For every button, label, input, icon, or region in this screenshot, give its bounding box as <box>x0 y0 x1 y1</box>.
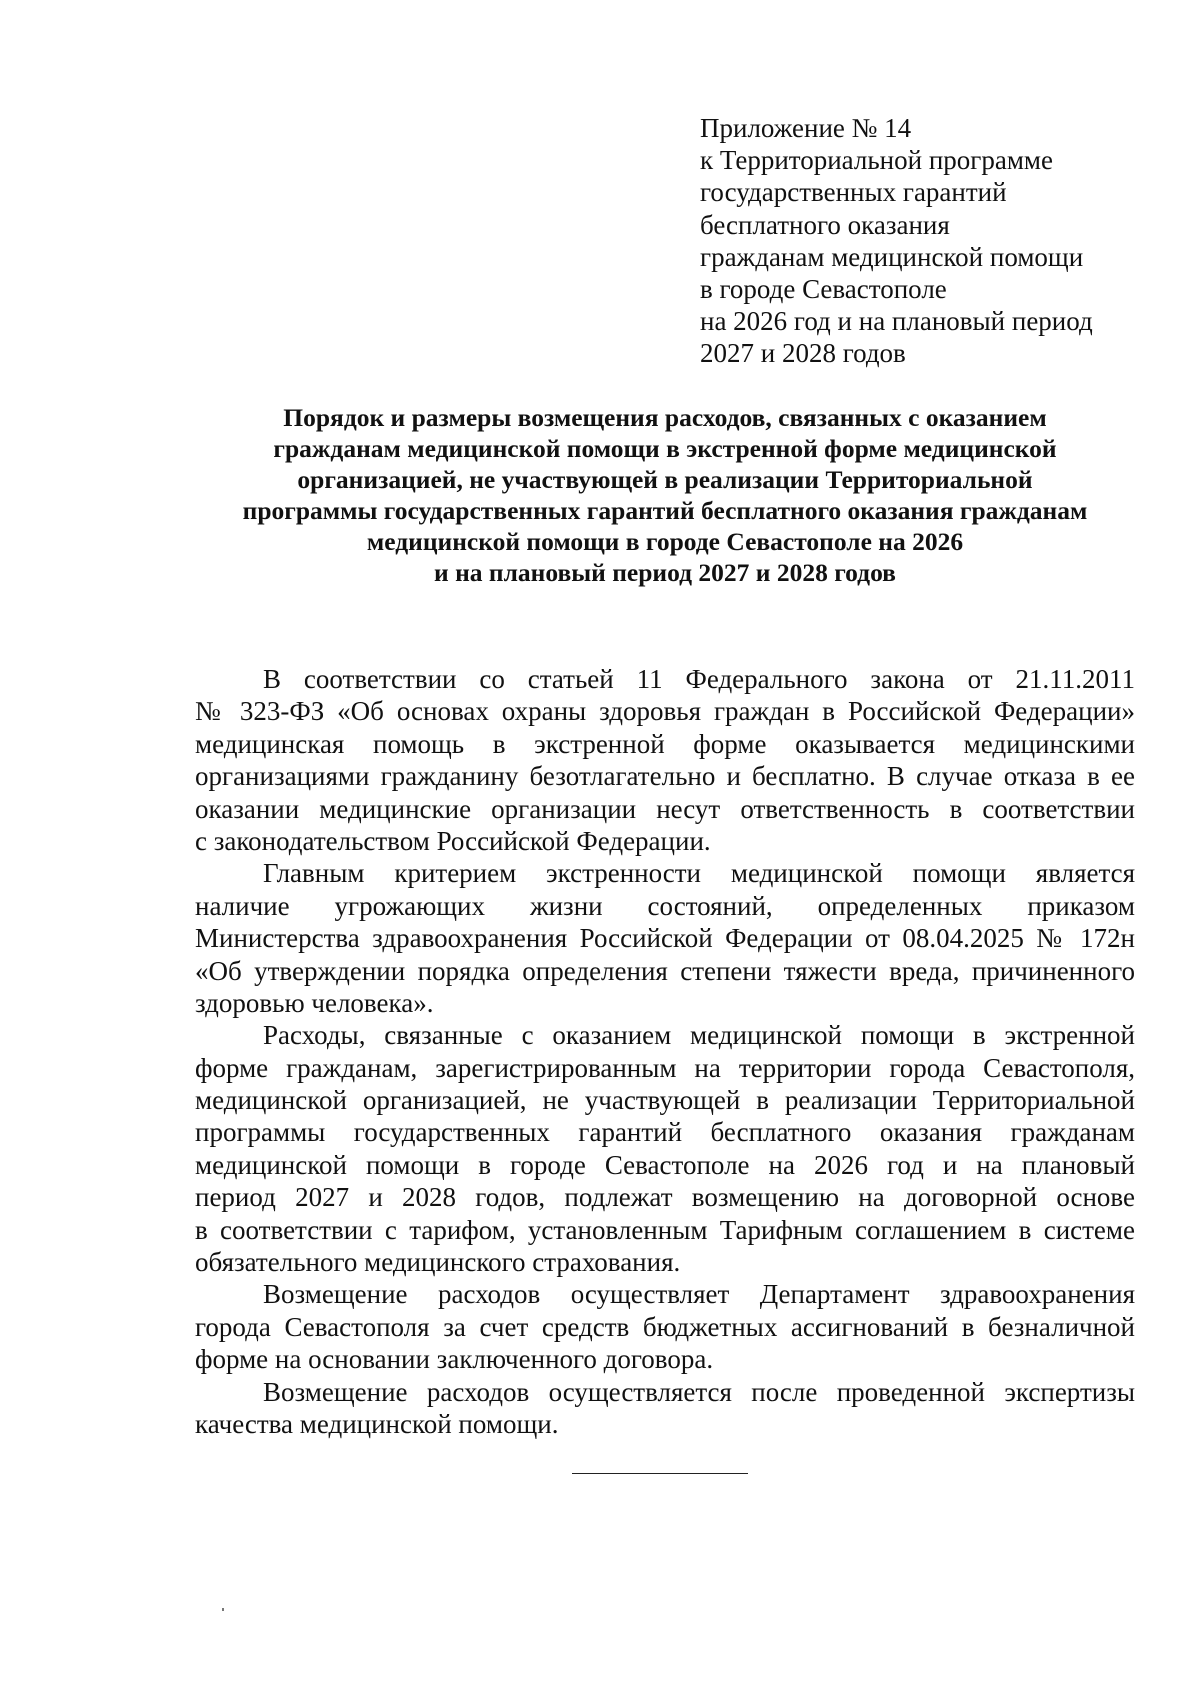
body-line: с законодательством Российской Федерации. <box>195 825 711 856</box>
document-title <box>185 402 1145 588</box>
appendix-line: Приложение № 14 <box>700 113 912 143</box>
body-line: наличие угрожающих жизни состояний, определенных приказом <box>195 890 1135 921</box>
body-line: Главным критерием экстренности медицинской помощи является <box>263 858 1135 889</box>
paragraph-legal-basis <box>195 663 1135 857</box>
appendix-line: 2027 и 2028 годов <box>700 338 906 369</box>
title-line: программы государственных гарантий бесплатного оказания гражданам <box>242 496 1088 525</box>
body-line: Возмещение расходов осуществляет Департамент здравоохранения <box>263 1279 1135 1310</box>
body-line: медицинская помощь в экстренной форме оказывается медицинскими <box>195 728 1135 759</box>
body-line: форме гражданам, зарегистрированным на территории города Севастополя, <box>195 1052 1135 1083</box>
body-line: В соответствии со статьей 11 Федерального закона от 21.11.2011 <box>263 664 1135 694</box>
body-line: медицинской помощи в городе Севастополе на 2026 год и на плановый <box>195 1149 1135 1180</box>
appendix-line: бесплатного оказания <box>700 209 950 240</box>
appendix-line: в городе Севастополе <box>700 274 947 305</box>
body-line: период 2027 и 2028 годов, подлежат возмещению на договорной основе <box>195 1182 1135 1213</box>
body-line: № 323-ФЗ «Об основах охраны здоровья граждан в Российской Федерации» <box>195 696 1135 727</box>
body-line: города Севастополя за счет средств бюджетных ассигнований в безналичной <box>195 1311 1135 1342</box>
body-line: в соответствии с тарифом, установленным Тарифным соглашением в системе <box>195 1214 1135 1245</box>
scan-speck <box>222 1608 224 1611</box>
title-line: Порядок и размеры возмещения расходов, связанных с оказанием <box>283 403 1047 432</box>
appendix-line: государственных гарантий <box>700 177 1007 208</box>
title-line: организацией, не участвующей в реализации Территориальной <box>297 465 1033 494</box>
appendix-line: на 2026 год и на плановый период <box>700 306 1093 337</box>
paragraph-expense-reimbursement <box>195 1019 1135 1278</box>
appendix-line: к Территориальной программе <box>700 145 1053 176</box>
body-line: форме на основании заключенного договора. <box>195 1344 714 1375</box>
appendix-header <box>700 112 1160 370</box>
body-line: программы государственных гарантий бесплатного оказания гражданам <box>195 1117 1135 1148</box>
body-line: обязательного медицинского страхования. <box>195 1247 681 1278</box>
document-body <box>195 663 1135 1440</box>
paragraph-quality-expertise <box>195 1376 1135 1441</box>
paragraph-emergency-criterion <box>195 857 1135 1019</box>
end-of-document-rule <box>572 1473 748 1474</box>
paragraph-department-payment <box>195 1278 1135 1375</box>
appendix-line: гражданам медицинской помощи <box>700 241 1084 272</box>
body-line: Расходы, связанные с оказанием медицинской помощи в экстренной <box>263 1020 1135 1051</box>
body-line: качества медицинской помощи. <box>195 1408 559 1439</box>
body-line: здоровью человека». <box>195 987 434 1018</box>
body-line: медицинской организацией, не участвующей в реализации Территориальной <box>195 1085 1135 1116</box>
title-line: медицинской помощи в городе Севастополе на 2026 <box>366 527 964 556</box>
body-line: Министерства здравоохранения Российской Федерации от 08.04.2025 № 172н <box>195 923 1135 954</box>
body-line: оказании медицинские организации несут ответственность в соответствии <box>195 793 1135 824</box>
body-line: Возмещение расходов осуществляется после проведенной экспертизы <box>263 1376 1135 1407</box>
body-line: «Об утверждении порядка определения степени тяжести вреда, причиненного <box>195 955 1135 986</box>
title-line: и на плановый период 2027 и 2028 годов <box>434 558 896 587</box>
body-line: организациями гражданину безотлагательно и бесплатно. В случае отказа в ее <box>195 761 1135 792</box>
title-line: гражданам медицинской помощи в экстренной форме медицинской <box>273 434 1057 463</box>
